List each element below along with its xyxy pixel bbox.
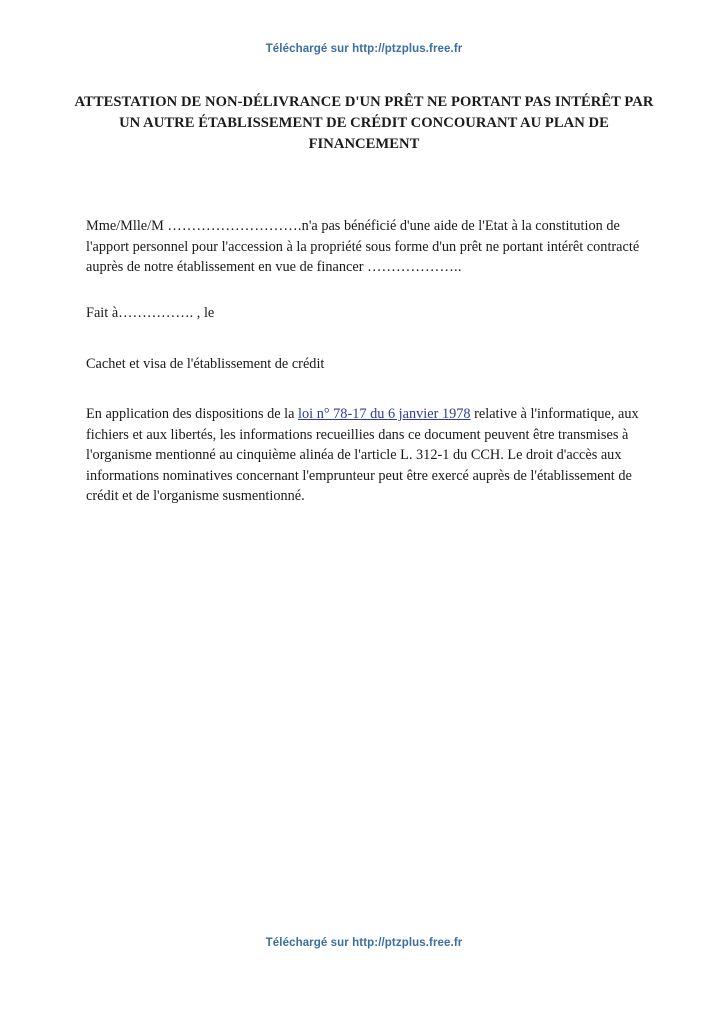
page-title: ATTESTATION DE NON-DÉLIVRANCE D'UN PRÊT NE PORTANT PAS INTÉRÊT PAR UN AUTRE ÉTABLISSEMENT DE CRÉDIT CONCOURANT AU PLAN DE FINANCEMENT xyxy=(74,93,654,152)
paragraph-legal-notice xyxy=(86,404,652,507)
watermark-header: Téléchargé sur http://ptzplus.free.fr xyxy=(265,43,463,55)
watermark-footer: Téléchargé sur http://ptzplus.free.fr xyxy=(265,937,463,949)
place-and-date-line: Fait à……………. , le xyxy=(86,305,215,322)
beneficiary-label: Mme/Mlle/M xyxy=(86,218,168,235)
legal-text-after-link: relative à l'informatique, aux fichiers et aux libertés, les informations recueillies dans ce document peuvent être transmises à l'organisme mentionné au cinquième alinéa de l'article L. 312-1 du CCH. Le droit d'accès aux informations nominatives concernant l'emprunteur peut être exercé auprès de l'établissement de crédit et de l'organisme susmentionné. xyxy=(86,406,639,505)
attestation-body-text: n'a pas bénéficié d'une aide de l'Etat à la constitution de l'apport personnel pour l'accession à la propriété sous forme d'un prêt ne portant intérêt contracté auprès de notre établissement en vue de financer xyxy=(86,218,640,276)
stamp-and-signature-line: Cachet et visa de l'établissement de crédit xyxy=(86,356,325,373)
legal-text-before-link: En application des dispositions de la xyxy=(86,406,299,423)
financing-purpose-blank: ……………….. xyxy=(367,259,462,276)
beneficiary-name-blank: ………………………. xyxy=(167,218,302,235)
paragraph-attestation xyxy=(86,216,648,278)
law-reference-link[interactable]: loi n° 78-17 du 6 janvier 1978 xyxy=(298,406,471,423)
